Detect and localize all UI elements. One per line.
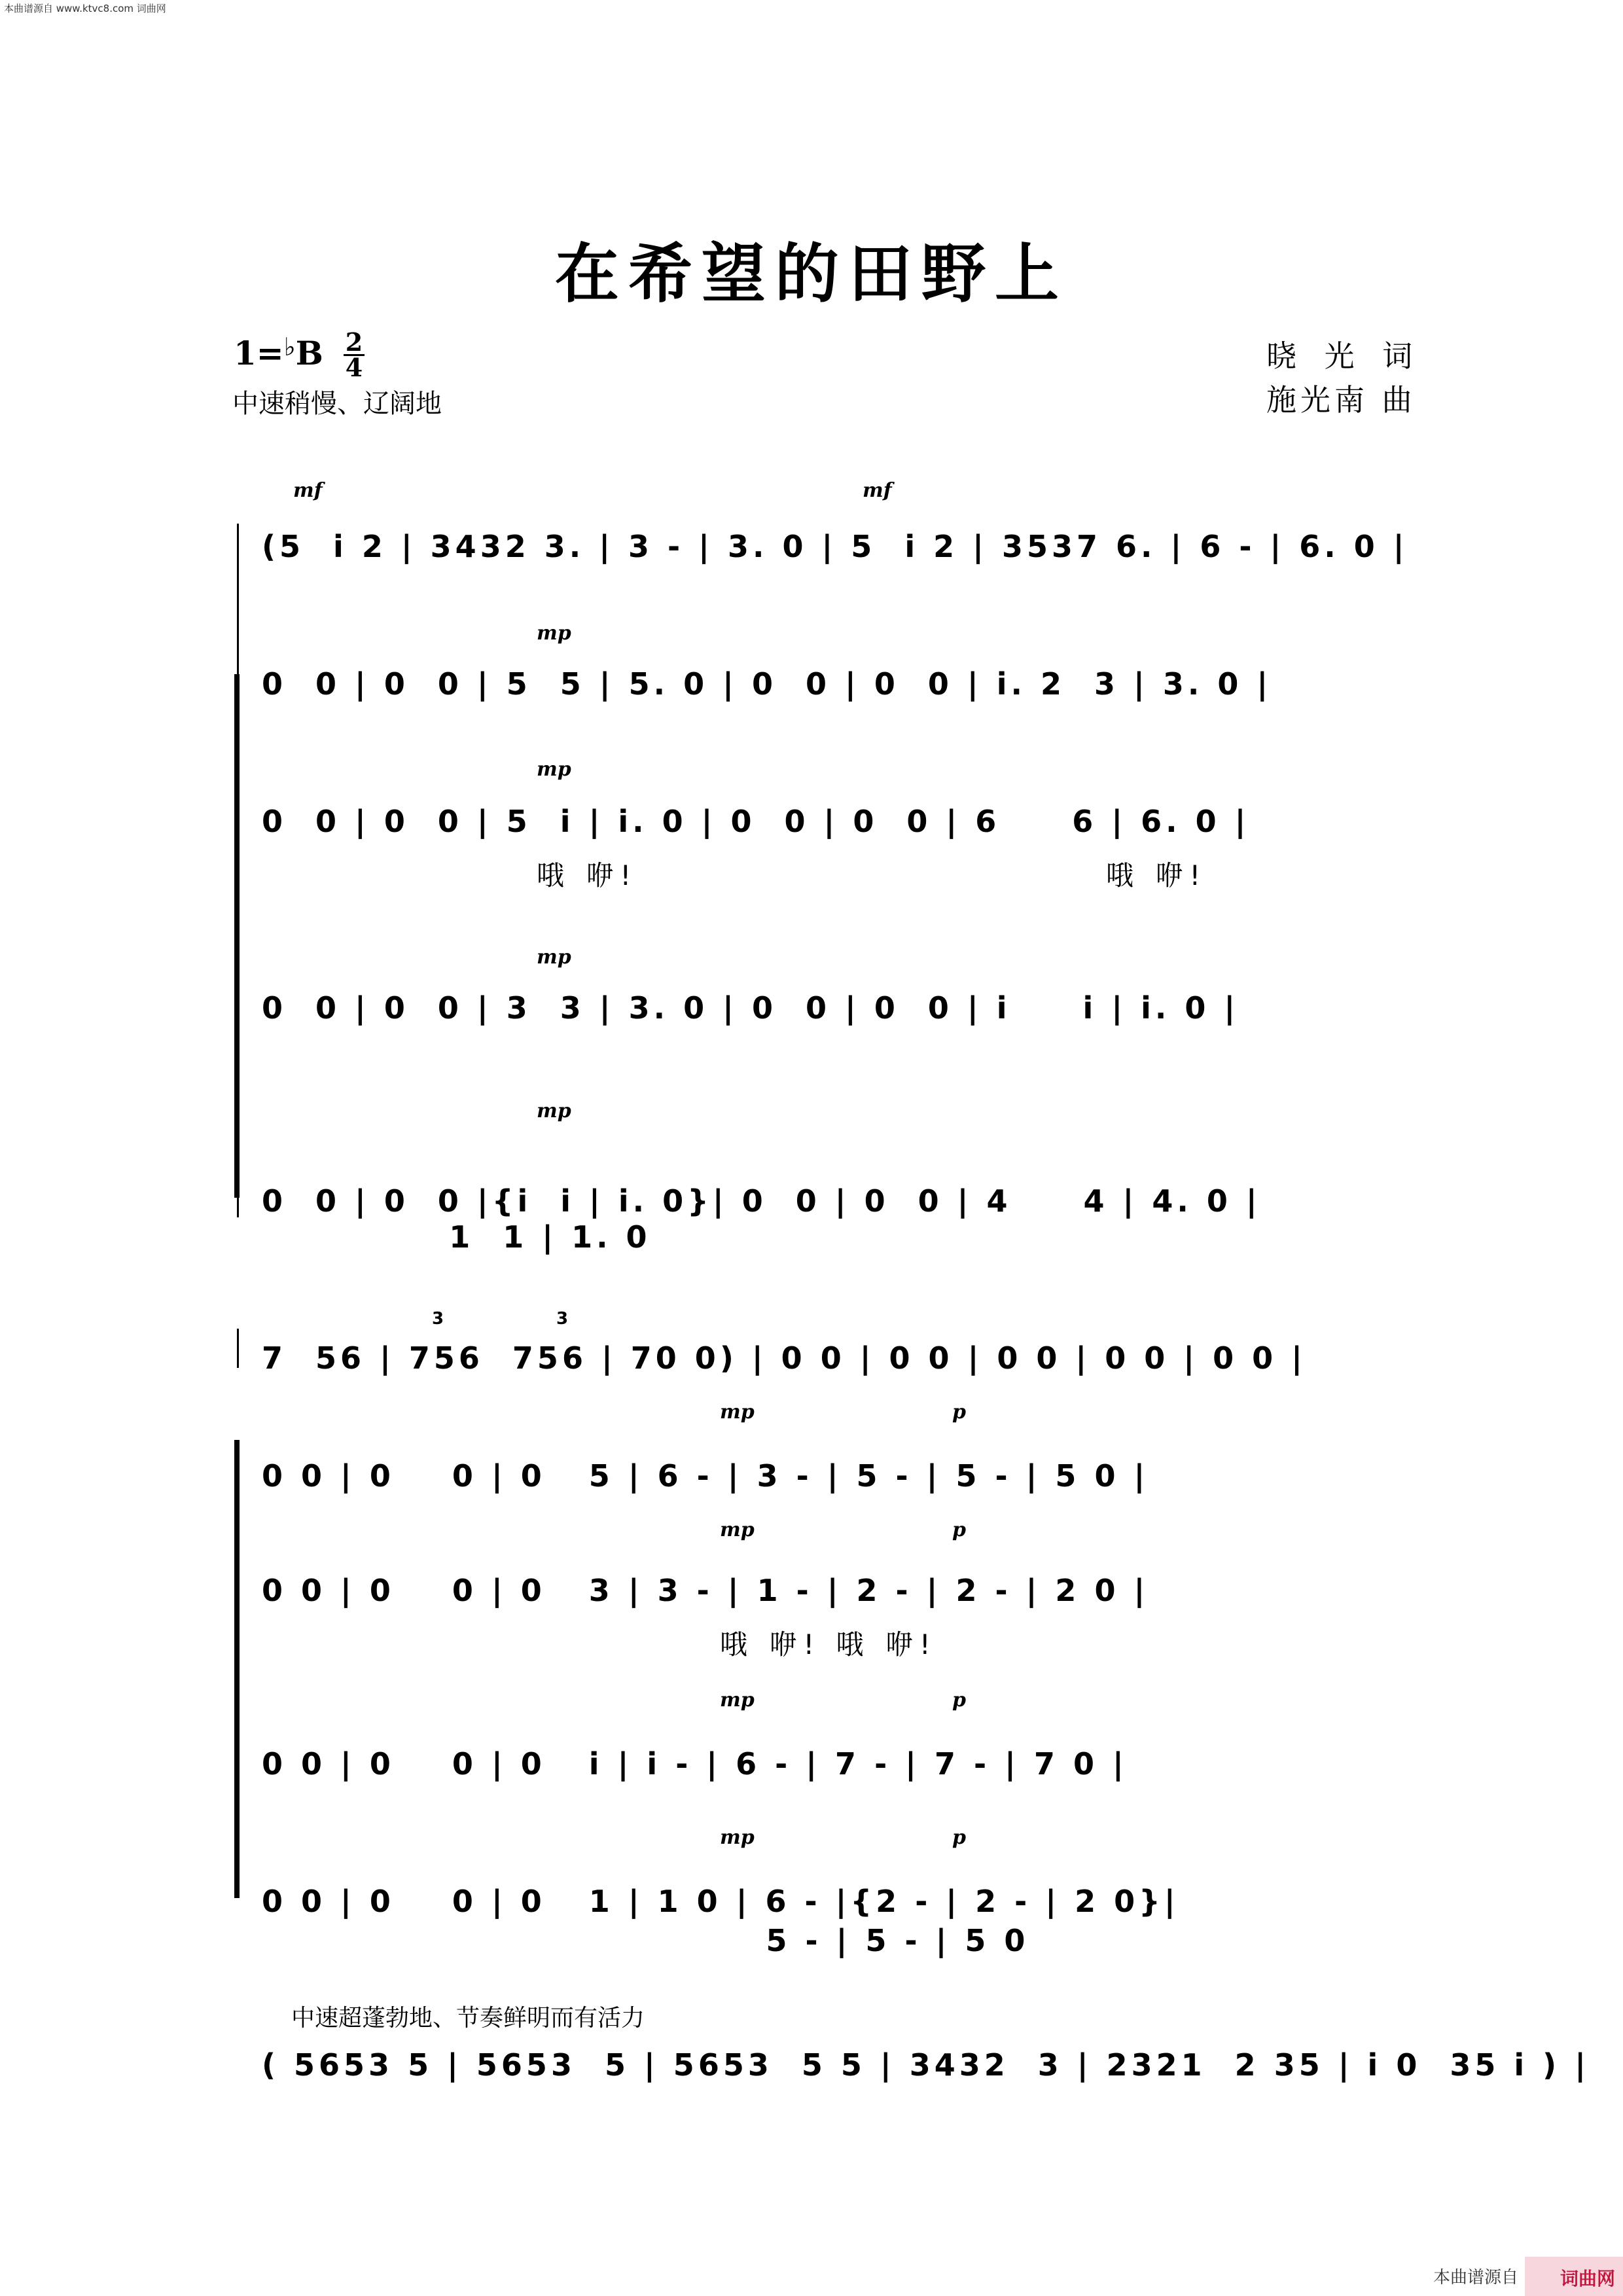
composer-credit: 施光南 曲	[1266, 382, 1416, 418]
staff-row-voice4-lower	[262, 1921, 1433, 1967]
dynamic-mp: mp	[720, 1826, 755, 1849]
tempo-marking: 中速超蓬勃地、节奏鲜明而有活力	[291, 2005, 645, 2032]
dynamic-p: p	[952, 1401, 966, 1424]
notation-text: 0 0 | 0 0 | 0 3 | 3 - | 1 - | 2 - | 2 - | 2 0 |	[262, 1573, 1149, 1608]
staff-row-voice3	[262, 988, 1433, 1034]
notation-text: 0 0 | 0 0 | 5 5 | 5. 0 | 0 0 | 0 0 | i. 2 3 | 3. 0 |	[262, 666, 1272, 702]
lyricist-credit: 晓 光 词	[1266, 338, 1422, 374]
notation-text: 0 0 | 0 0 | 5 i | i. 0 | 0 0 | 0 0 | 6 6 | 6. 0 |	[262, 804, 1250, 839]
staff-row-voice3	[262, 1744, 1433, 1790]
notation-text: 0 0 | 0 0 | 0 1 | 1 0 | 6 - |{2 - | 2 - | 2 0}|	[262, 1884, 1179, 1919]
notation-text: 0 0 | 0 0 | 0 i | i - | 6 - | 7 - | 7 - | 7 0 |	[262, 1746, 1128, 1782]
dynamic-mp: mp	[720, 1401, 755, 1424]
system2-choir-bracket	[234, 1440, 240, 1898]
staff-row-voice2	[262, 802, 1433, 848]
staff-row-voice4-lower	[262, 1217, 1433, 1263]
dynamic-mf: mf	[293, 479, 323, 502]
dynamic-p: p	[952, 1518, 966, 1541]
notation-text: 0 0 | 0 0 | 3 3 | 3. 0 | 0 0 | 0 0 | i i | i. 0 |	[262, 990, 1240, 1026]
tempo-marking: 中速稍慢、辽阔地	[232, 389, 442, 419]
notation-text: 7 56 | 756 756 | 70 0) | 0 0 | 0 0 | 0 0 | 0 0 | 0 0 |	[262, 1340, 1306, 1376]
dynamic-mp: mp	[537, 946, 571, 969]
key-flat: ♭	[283, 332, 296, 361]
system2-left-line	[237, 1329, 239, 1368]
dynamic-mp: mp	[720, 1518, 755, 1541]
staff-row-voice1	[262, 664, 1433, 710]
staff-row-melody	[262, 2045, 1590, 2091]
triplet-mark: 3	[432, 1309, 444, 1329]
top-source-line: 本曲谱源自 www.ktvc8.com 词曲网	[4, 3, 166, 14]
key-note: B	[295, 334, 323, 372]
dynamic-mp: mp	[537, 1100, 571, 1122]
system1-choir-bracket	[234, 674, 240, 1198]
notation-text: (5 i 2 | 3432 3. | 3 - | 3. 0 | 5 i 2 | 3537 6. | 6 - | 6. 0 |	[262, 529, 1408, 564]
dynamic-p: p	[952, 1826, 966, 1849]
dynamic-mf: mf	[863, 479, 892, 502]
key-prefix: 1=	[234, 334, 284, 372]
dynamic-mp: mp	[537, 758, 571, 781]
notation-text: ( 5653 5 | 5653 5 | 5653 5 5 | 3432 3 | 2321 2 35 | i 0 35 i ) |	[262, 2047, 1590, 2083]
dynamic-mp: mp	[720, 1689, 755, 1712]
lyric-line: 哦 咿!	[1106, 859, 1207, 891]
staff-row-voice2	[262, 1571, 1433, 1617]
dynamic-p: p	[952, 1689, 966, 1712]
watermark-source: 本曲谱源自	[1433, 2268, 1518, 2287]
key-signature	[234, 334, 323, 372]
staff-row-melody	[262, 527, 1433, 573]
dynamic-mp: mp	[537, 622, 571, 645]
notation-text: 0 0 | 0 0 | 0 5 | 6 - | 3 - | 5 - | 5 - | 5 0 |	[262, 1458, 1149, 1494]
notation-text: 5 - | 5 - | 5 0	[262, 1923, 1029, 1958]
watermark-site: 词曲网	[1560, 2268, 1615, 2289]
lyric-line: 哦 咿! 哦 咿!	[720, 1628, 937, 1660]
notation-text: 0 0 | 0 0 |{i i | i. 0}| 0 0 | 0 0 | 4 4 | 4. 0 |	[262, 1183, 1261, 1219]
notation-text: 1 1 | 1. 0	[262, 1219, 651, 1255]
meter-top: 2	[345, 327, 363, 357]
staff-row-voice1	[262, 1456, 1433, 1502]
lyric-line: 哦 咿!	[537, 859, 638, 891]
triplet-mark: 3	[556, 1309, 569, 1329]
song-title: 在希望的田野上	[554, 236, 1068, 312]
time-signature	[344, 327, 365, 382]
staff-row-melody	[262, 1338, 1433, 1384]
meter-bottom: 4	[345, 353, 363, 382]
